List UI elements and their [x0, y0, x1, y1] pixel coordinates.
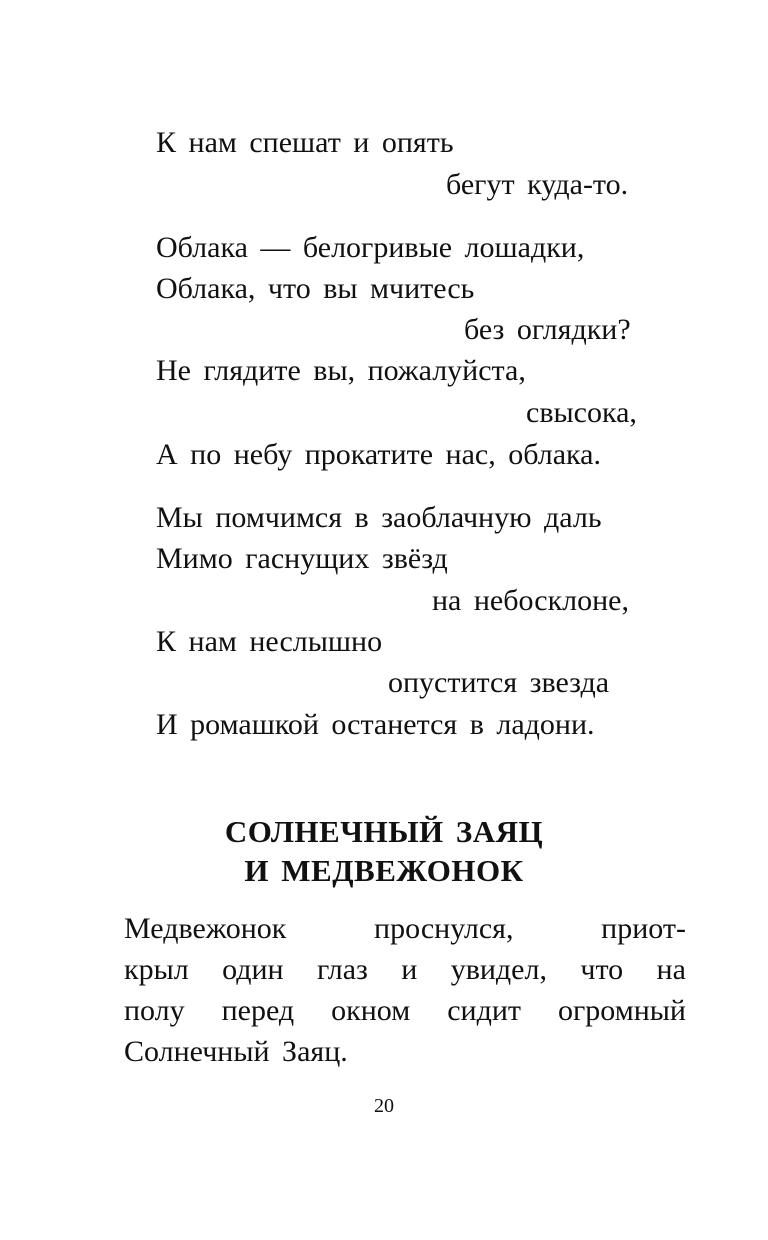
- paragraph-line: [124, 953, 686, 987]
- word: проснулся,: [374, 912, 514, 945]
- page-number: 20: [374, 1095, 394, 1117]
- story-title-line1: СОЛНЕЧНЫЙ ЗАЯЦ: [224, 814, 544, 849]
- word: глаз: [316, 953, 368, 986]
- word: на: [656, 953, 686, 986]
- word: приот-: [601, 912, 686, 945]
- word: что: [580, 953, 624, 986]
- word: Медвежонок: [124, 912, 287, 945]
- word: огромный: [558, 994, 686, 1027]
- poem-line: К нам неслышно: [156, 625, 383, 658]
- word: и: [401, 953, 418, 986]
- word: полу: [124, 994, 185, 1027]
- poem-line: К нам спешат и опять: [156, 126, 454, 159]
- story-title-line2: И МЕДВЕЖОНОК: [244, 853, 524, 888]
- paragraph-line: [124, 994, 686, 1028]
- word: окном: [331, 994, 411, 1027]
- word: крыл: [124, 953, 189, 986]
- poem-line: Облака — белогривые лошадки,: [156, 231, 585, 264]
- poem-line: А по небу прокатите нас, облака.: [156, 438, 601, 471]
- word: увидел,: [450, 953, 547, 986]
- paragraph-line: [124, 1035, 686, 1069]
- poem-line: бегут куда-то.: [446, 168, 629, 201]
- paragraph-line: [124, 912, 686, 946]
- word: один: [222, 953, 284, 986]
- poem-line: свысока,: [526, 396, 637, 429]
- poem-line: Мы помчимся в заоблачную даль: [156, 501, 602, 534]
- poem-line: Облака, что вы мчитесь: [156, 272, 475, 305]
- poem-line: И ромашкой останется в ладони.: [156, 708, 595, 741]
- poem-line: Мимо гаснущих звёзд: [156, 542, 448, 575]
- poem-line: Не глядите вы, пожалуйста,: [156, 354, 526, 387]
- poem-line: на небосклоне,: [432, 584, 629, 617]
- word: Солнечный Заяц.: [124, 1035, 348, 1068]
- poem-line: без оглядки?: [464, 313, 631, 346]
- word: сидит: [447, 994, 522, 1027]
- word: перед: [221, 994, 295, 1027]
- poem-line: опустится звезда: [388, 666, 610, 699]
